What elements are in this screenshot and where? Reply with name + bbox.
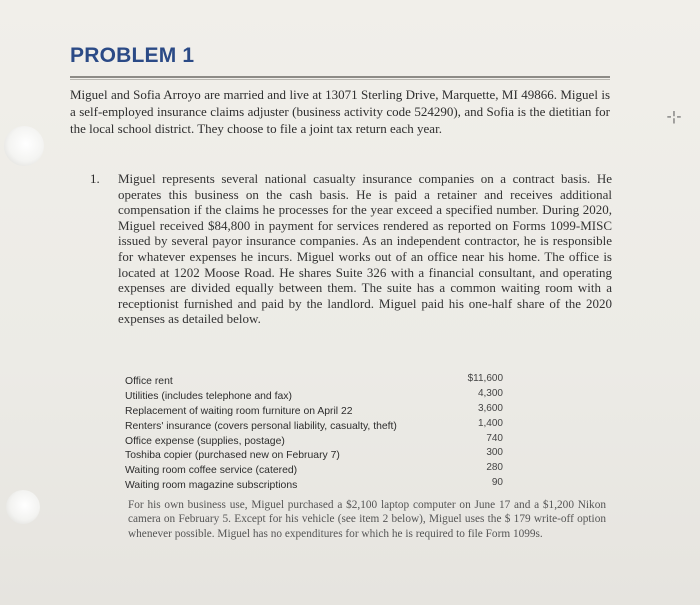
crosshair-icon: -¦- [666, 109, 682, 125]
binder-hole-icon [4, 126, 44, 166]
expense-row [125, 388, 503, 403]
expense-row [125, 462, 503, 477]
expense-row [125, 373, 503, 388]
expense-label: Replacement of waiting room furniture on April 22 [125, 405, 353, 417]
expense-label: Toshiba copier (purchased new on February 7) [125, 450, 340, 462]
problem-title: PROBLEM 1 [70, 44, 195, 67]
expense-label: Renters' insurance (covers personal liability, casualty, theft) [125, 420, 397, 432]
item-number: 1. [90, 171, 100, 186]
item-text: Miguel represents several national casualty insurance companies on a contract basis. He operates this business on the cash basis. He is paid a retainer and receives additional compensation if the claims he processes for the year exceed a specified number. During 2020, Miguel received $84,800 in payment for services rendered as reported on Forms 1099-MISC issued by several payor insurance companies. As an independent contractor, he is responsible for whatever expenses he incurs. Miguel works out of an office near his home. The office is located at 1202 Moose Road. He shares Suite 326 with a financial consultant, and operating expenses are divided equally between them. The suite has a common waiting room with a receptionist furnished and paid by the landlord. Miguel paid his one-half share of the 2020 expenses as detailed below. [118, 171, 612, 327]
expense-amount: $11,600 [467, 373, 503, 384]
title-divider-thin [70, 79, 610, 80]
binder-hole-icon [6, 490, 40, 524]
expense-amount: 1,400 [477, 417, 503, 429]
expense-amount: 300 [486, 447, 503, 459]
title-divider [70, 76, 610, 78]
expense-label: Utilities (includes telephone and fax) [125, 390, 292, 402]
expense-amount: 740 [486, 432, 503, 444]
closing-paragraph: For his own business use, Miguel purchased a $2,100 laptop computer on June 17 and a $1,200 Nikon camera on February 5. Except for his vehicle (see item 2 below), Miguel uses the $ 179 write-off option whenever possible. Miguel has no expenditures for which he is required to file Form 1099s. [128, 499, 606, 540]
expense-amount: 90 [491, 477, 503, 489]
expense-amount: 4,300 [477, 387, 503, 399]
intro-paragraph: Miguel and Sofia Arroyo are married and live at 13071 Sterling Drive, Marquette, MI 49866. Miguel is a self-employed insurance claims adjuster (business activity code 524290), and Sofia is the dietitian for the local school district. They choose to file a joint tax return each year. [70, 87, 610, 137]
expense-label: Office expense (supplies, postage) [125, 435, 285, 447]
expense-table [125, 373, 503, 492]
expense-row [125, 433, 503, 448]
expense-row [125, 447, 503, 462]
expense-row [125, 403, 503, 418]
expense-row [125, 477, 503, 492]
expense-amount: 3,600 [477, 402, 503, 414]
expense-label: Office rent [125, 376, 173, 387]
expense-label: Waiting room magazine subscriptions [125, 480, 298, 492]
expense-row [125, 418, 503, 433]
expense-label: Waiting room coffee service (catered) [125, 465, 298, 477]
expense-amount: 280 [486, 462, 503, 474]
